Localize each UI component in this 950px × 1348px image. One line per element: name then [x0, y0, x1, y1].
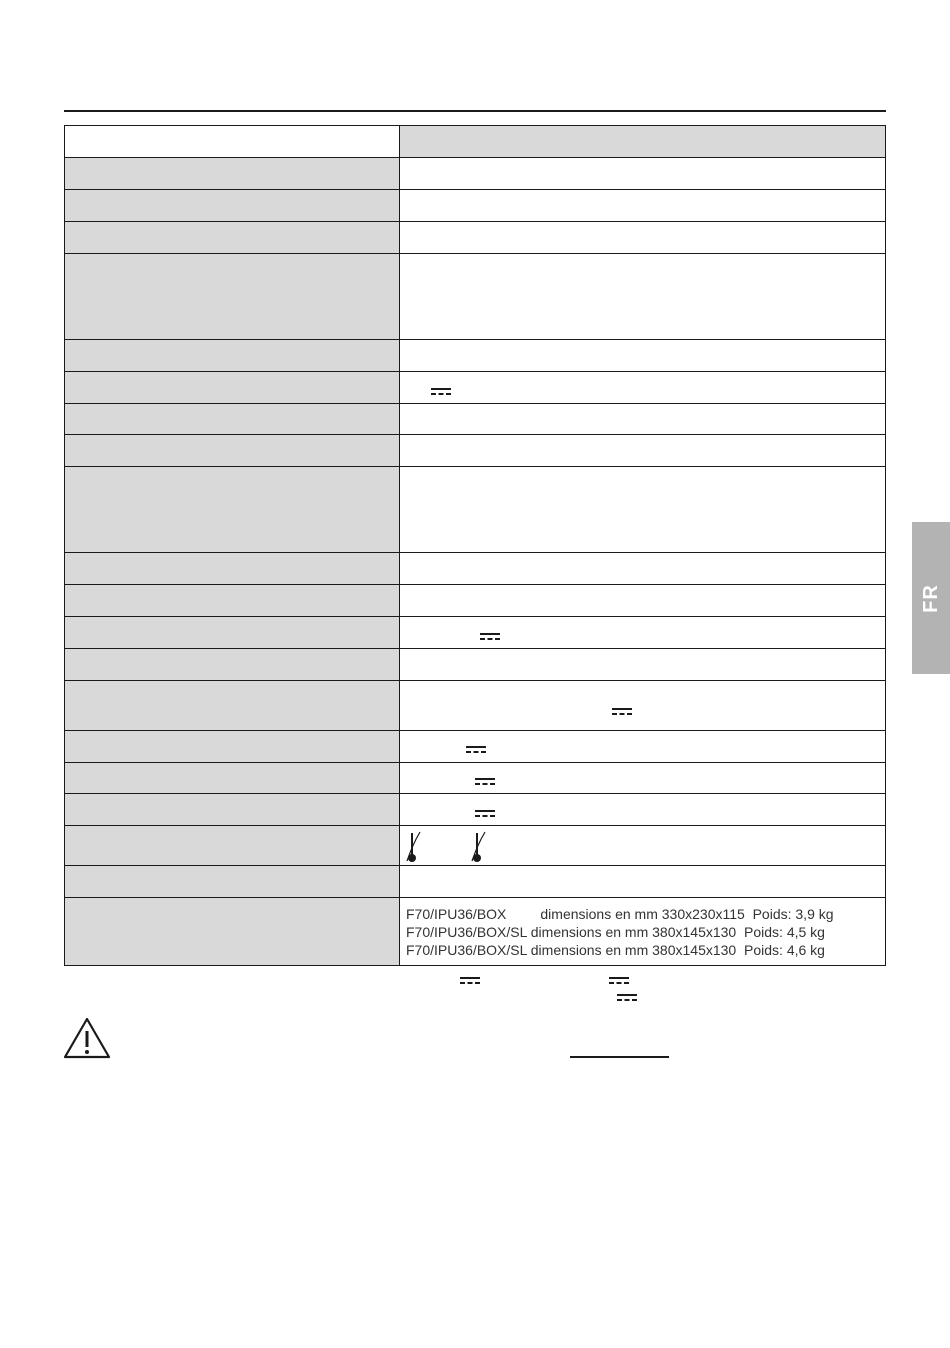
spec-label-cell	[65, 222, 400, 254]
direct-current-icon	[460, 977, 480, 985]
spec-value-cell	[400, 617, 886, 649]
weight-text: Poids: 3,9 kg	[752, 905, 834, 922]
direct-current-icon	[612, 708, 632, 716]
spec-label-cell	[65, 585, 400, 617]
underline-mark	[570, 1056, 669, 1058]
spec-label-cell	[65, 763, 400, 794]
spec-value-cell	[400, 340, 886, 372]
spec-value-cell	[400, 553, 886, 585]
table-row	[65, 649, 886, 681]
table-row	[65, 866, 886, 898]
spec-label-cell	[65, 404, 400, 435]
table-row	[65, 681, 886, 731]
table-row	[65, 340, 886, 372]
spec-value-cell	[400, 190, 886, 222]
spec-label-cell	[65, 435, 400, 467]
spec-value-cell	[400, 435, 886, 467]
dimensions-text: dimensions en mm 380x145x130	[530, 923, 737, 940]
header-label-cell	[65, 126, 400, 158]
package-dimensions-cell	[400, 898, 886, 966]
spec-value-cell	[400, 372, 886, 404]
header-value-cell	[400, 126, 886, 158]
direct-current-icon	[609, 977, 629, 985]
dimensions-text: dimensions en mm 330x230x115	[540, 905, 745, 922]
spec-label-cell	[65, 898, 400, 966]
direct-current-icon	[466, 746, 486, 754]
spec-label-cell	[65, 158, 400, 190]
spec-label-cell	[65, 340, 400, 372]
weight-text: Poids: 4,6 kg	[744, 941, 825, 958]
table-row	[65, 222, 886, 254]
table-row	[65, 372, 886, 404]
spec-value-cell	[400, 467, 886, 553]
direct-current-icon	[617, 994, 637, 1002]
spec-value-cell	[400, 794, 886, 826]
spec-label-cell	[65, 649, 400, 681]
language-code: FR	[919, 583, 942, 613]
table-row	[65, 404, 886, 435]
table-row	[65, 731, 886, 763]
model-name: F70/IPU36/BOX	[406, 905, 507, 922]
direct-current-icon	[475, 778, 495, 786]
table-row	[65, 826, 886, 866]
direct-current-icon	[480, 633, 500, 641]
dimension-line	[406, 923, 879, 941]
spec-value-cell	[400, 158, 886, 190]
spec-table	[64, 125, 886, 966]
spec-value-cell	[400, 866, 886, 898]
direct-current-icon	[431, 388, 451, 396]
spec-value-cell	[400, 585, 886, 617]
warning-triangle-icon	[63, 1017, 111, 1059]
dimension-line	[406, 905, 879, 923]
spec-label-cell	[65, 467, 400, 553]
table-row	[65, 190, 886, 222]
table-row	[65, 898, 886, 966]
spec-label-cell	[65, 553, 400, 585]
table-row	[65, 794, 886, 826]
dimension-line	[406, 941, 879, 959]
table-header-row	[65, 126, 886, 158]
thermometer-icon	[405, 830, 421, 864]
spec-value-cell	[400, 222, 886, 254]
direct-current-icon	[475, 810, 495, 818]
language-side-tab	[912, 522, 950, 674]
weight-text: Poids: 4,5 kg	[744, 923, 825, 940]
spec-label-cell	[65, 617, 400, 649]
table-row	[65, 467, 886, 553]
model-name: F70/IPU36/BOX/SL	[406, 923, 527, 940]
thermometer-icon	[470, 830, 486, 864]
model-name: F70/IPU36/BOX/SL	[406, 941, 527, 958]
table-row	[65, 585, 886, 617]
spec-label-cell	[65, 681, 400, 731]
spec-value-cell	[400, 404, 886, 435]
table-row	[65, 617, 886, 649]
table-row	[65, 158, 886, 190]
spec-value-cell	[400, 763, 886, 794]
spec-value-cell	[400, 731, 886, 763]
spec-value-cell	[400, 681, 886, 731]
dimensions-text: dimensions en mm 380x145x130	[530, 941, 737, 958]
spec-label-cell	[65, 794, 400, 826]
table-row	[65, 763, 886, 794]
spec-label-cell	[65, 254, 400, 340]
spec-value-cell	[400, 826, 886, 866]
spec-value-cell	[400, 254, 886, 340]
spec-value-cell	[400, 649, 886, 681]
spec-label-cell	[65, 372, 400, 404]
table-row	[65, 553, 886, 585]
spec-label-cell	[65, 731, 400, 763]
top-rule	[64, 110, 886, 112]
spec-label-cell	[65, 190, 400, 222]
spec-label-cell	[65, 866, 400, 898]
spec-label-cell	[65, 826, 400, 866]
table-row	[65, 435, 886, 467]
table-row	[65, 254, 886, 340]
